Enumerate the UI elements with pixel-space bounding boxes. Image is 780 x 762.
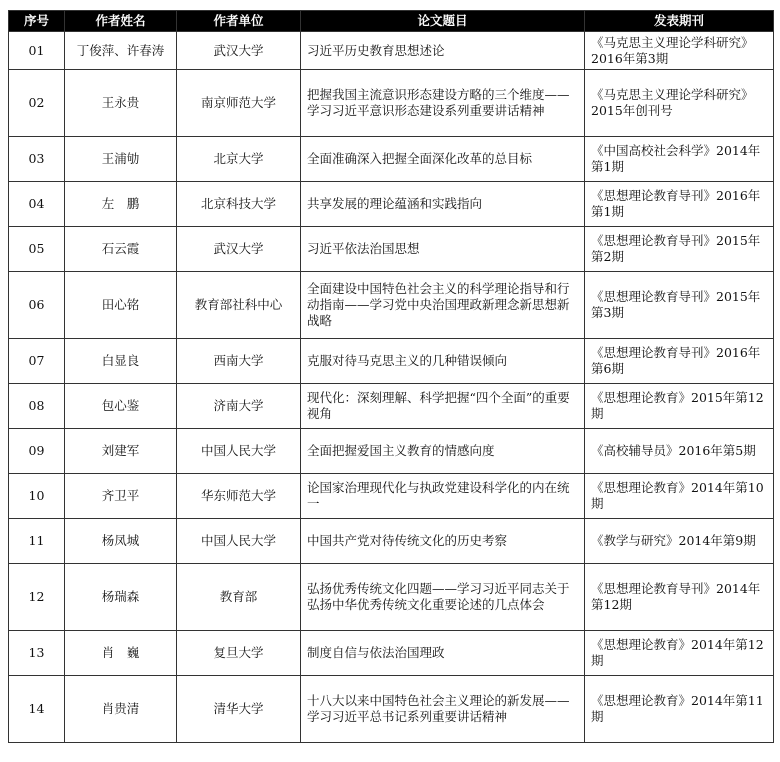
- cell-author-name: 齐卫平: [65, 474, 177, 519]
- cell-paper-title: 习近平依法治国思想: [301, 227, 585, 272]
- header-paper-title: 论文题目: [301, 11, 585, 32]
- cell-author-name: 杨瑞森: [65, 564, 177, 631]
- cell-serial: 09: [9, 429, 65, 474]
- cell-serial: 03: [9, 137, 65, 182]
- cell-paper-title: 共享发展的理论蕴涵和实践指向: [301, 182, 585, 227]
- header-author-unit: 作者单位: [177, 11, 301, 32]
- cell-paper-title: 把握我国主流意识形态建设方略的三个维度——学习习近平意识形态建设系列重要讲话精神: [301, 70, 585, 137]
- cell-author-unit: 武汉大学: [177, 32, 301, 70]
- cell-journal: 《教学与研究》2014年第9期: [585, 519, 774, 564]
- cell-paper-title: 弘扬优秀传统文化四题——学习习近平同志关于弘扬中华优秀传统文化重要论述的几点体会: [301, 564, 585, 631]
- cell-author-name: 左 鹏: [65, 182, 177, 227]
- table-row: [9, 227, 774, 272]
- cell-author-unit: 华东师范大学: [177, 474, 301, 519]
- cell-author-name: 肖 巍: [65, 631, 177, 676]
- cell-author-unit: 中国人民大学: [177, 429, 301, 474]
- table-row: [9, 182, 774, 227]
- table-row: [9, 272, 774, 339]
- cell-serial: 12: [9, 564, 65, 631]
- table-row: [9, 429, 774, 474]
- cell-paper-title: 制度自信与依法治国理政: [301, 631, 585, 676]
- cell-author-name: 杨凤城: [65, 519, 177, 564]
- cell-journal: 《思想理论教育导刊》2014年第12期: [585, 564, 774, 631]
- cell-serial: 04: [9, 182, 65, 227]
- table-row: [9, 384, 774, 429]
- cell-author-unit: 南京师范大学: [177, 70, 301, 137]
- cell-journal: 《思想理论教育导刊》2016年第1期: [585, 182, 774, 227]
- cell-paper-title: 全面建设中国特色社会主义的科学理论指导和行动指南——学习党中央治国理政新理念新思想新战略: [301, 272, 585, 339]
- cell-serial: 07: [9, 339, 65, 384]
- cell-author-unit: 北京科技大学: [177, 182, 301, 227]
- cell-author-unit: 教育部: [177, 564, 301, 631]
- header-serial: 序号: [9, 11, 65, 32]
- cell-paper-title: 十八大以来中国特色社会主义理论的新发展——学习习近平总书记系列重要讲话精神: [301, 676, 585, 743]
- table-row: [9, 676, 774, 743]
- cell-serial: 14: [9, 676, 65, 743]
- header-author-name: 作者姓名: [65, 11, 177, 32]
- table-row: [9, 70, 774, 137]
- papers-table: [8, 10, 774, 743]
- cell-serial: 01: [9, 32, 65, 70]
- table-row: [9, 519, 774, 564]
- cell-author-name: 王永贵: [65, 70, 177, 137]
- cell-author-unit: 教育部社科中心: [177, 272, 301, 339]
- cell-author-unit: 武汉大学: [177, 227, 301, 272]
- header-journal: 发表期刊: [585, 11, 774, 32]
- table-row: [9, 474, 774, 519]
- cell-author-name: 刘建军: [65, 429, 177, 474]
- cell-author-name: 白显良: [65, 339, 177, 384]
- cell-journal: 《思想理论教育导刊》2016年第6期: [585, 339, 774, 384]
- cell-author-unit: 西南大学: [177, 339, 301, 384]
- cell-serial: 13: [9, 631, 65, 676]
- cell-serial: 08: [9, 384, 65, 429]
- cell-author-unit: 清华大学: [177, 676, 301, 743]
- cell-paper-title: 全面准确深入把握全面深化改革的总目标: [301, 137, 585, 182]
- cell-serial: 02: [9, 70, 65, 137]
- cell-paper-title: 全面把握爱国主义教育的情感向度: [301, 429, 585, 474]
- cell-journal: 《思想理论教育》2014年第12期: [585, 631, 774, 676]
- table-header: [9, 11, 774, 32]
- cell-serial: 11: [9, 519, 65, 564]
- cell-journal: 《中国高校社会科学》2014年第1期: [585, 137, 774, 182]
- cell-author-unit: 中国人民大学: [177, 519, 301, 564]
- cell-paper-title: 克服对待马克思主义的几种错误倾向: [301, 339, 585, 384]
- cell-author-unit: 复旦大学: [177, 631, 301, 676]
- cell-author-unit: 济南大学: [177, 384, 301, 429]
- cell-serial: 06: [9, 272, 65, 339]
- cell-paper-title: 中国共产党对待传统文化的历史考察: [301, 519, 585, 564]
- cell-journal: 《思想理论教育》2014年第10期: [585, 474, 774, 519]
- cell-author-name: 肖贵清: [65, 676, 177, 743]
- cell-paper-title: 现代化：深刻理解、科学把握“四个全面”的重要视角: [301, 384, 585, 429]
- cell-paper-title: 论国家治理现代化与执政党建设科学化的内在统一: [301, 474, 585, 519]
- cell-paper-title: 习近平历史教育思想述论: [301, 32, 585, 70]
- table-body: [9, 32, 774, 743]
- cell-author-unit: 北京大学: [177, 137, 301, 182]
- cell-journal: 《思想理论教育》2015年第12期: [585, 384, 774, 429]
- table-row: [9, 564, 774, 631]
- table-row: [9, 339, 774, 384]
- cell-journal: 《马克思主义理论学科研究》2016年第3期: [585, 32, 774, 70]
- table-row: [9, 631, 774, 676]
- cell-journal: 《思想理论教育》2014年第11期: [585, 676, 774, 743]
- cell-author-name: 田心铭: [65, 272, 177, 339]
- cell-author-name: 石云霞: [65, 227, 177, 272]
- cell-journal: 《马克思主义理论学科研究》2015年创刊号: [585, 70, 774, 137]
- cell-serial: 10: [9, 474, 65, 519]
- cell-serial: 05: [9, 227, 65, 272]
- cell-author-name: 丁俊萍、许春涛: [65, 32, 177, 70]
- cell-author-name: 包心鉴: [65, 384, 177, 429]
- table-row: [9, 137, 774, 182]
- header-row: [9, 11, 774, 32]
- cell-journal: 《高校辅导员》2016年第5期: [585, 429, 774, 474]
- table-row: [9, 32, 774, 70]
- cell-author-name: 王浦劬: [65, 137, 177, 182]
- cell-journal: 《思想理论教育导刊》2015年第2期: [585, 227, 774, 272]
- cell-journal: 《思想理论教育导刊》2015年第3期: [585, 272, 774, 339]
